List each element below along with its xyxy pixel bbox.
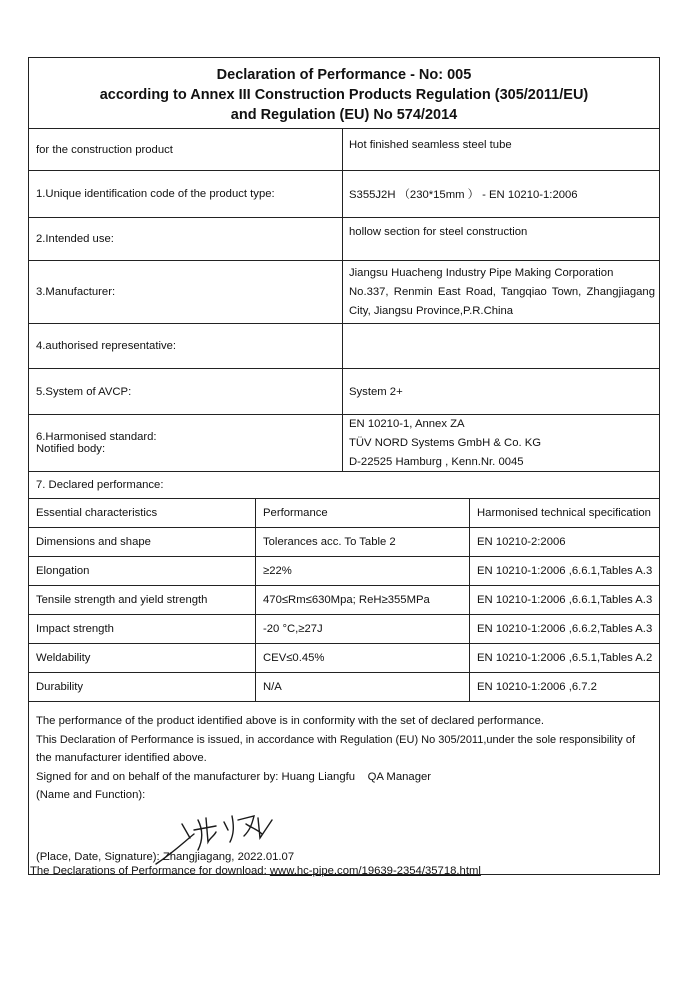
manufacturer-label: 3.Manufacturer: <box>29 261 343 323</box>
declaration-footer <box>29 702 659 874</box>
representative-value <box>343 324 659 368</box>
standard-value <box>343 415 659 471</box>
download-link[interactable]: www.hc-pipe.com/19639-2354/35718.html <box>269 865 481 877</box>
specification-cell: EN 10210-1:2006 ,6.5.1,Tables A.2 <box>477 652 653 664</box>
place-date-signature: (Place, Date, Signature): Zhangjiagang, 2022.01.07 <box>36 851 295 863</box>
representative-row <box>29 324 659 369</box>
performance-header-row <box>29 499 659 528</box>
table-row <box>29 557 659 586</box>
manufacturer-line-2: No.337, Renmin East Road, Tangqiao Town, Zhangjiagang <box>349 285 655 298</box>
intended-use-row <box>29 218 659 261</box>
table-row <box>29 673 659 702</box>
header-specification: Harmonised technical specification <box>477 507 651 519</box>
characteristic-cell: Dimensions and shape <box>29 528 256 556</box>
characteristic-cell: Elongation <box>29 557 256 585</box>
standard-line-3: D-22525 Hamburg , Kenn.Nr. 0045 <box>349 455 524 468</box>
specification-cell: EN 10210-1:2006 ,6.6.1,Tables A.3 <box>477 565 653 577</box>
harmonised-standard-label: 6.Harmonised standard: <box>36 431 157 443</box>
specification-cell: EN 10210-1:2006 ,6.7.2 <box>477 681 597 693</box>
performance-cell: 470≤Rm≤630Mpa; ReH≥355MPa <box>256 586 470 614</box>
specification-cell: EN 10210-1:2006 ,6.6.2,Tables A.3 <box>477 623 653 635</box>
avcp-row <box>29 369 659 415</box>
performance-cell: ≥22% <box>256 557 470 585</box>
manufacturer-row <box>29 261 659 324</box>
table-row <box>29 644 659 673</box>
manufacturer-line-1: Jiangsu Huacheng Industry Pipe Making Corporation <box>349 266 614 279</box>
specification-cell: EN 10210-2:2006 <box>477 536 566 548</box>
notified-body-label: Notified body: <box>36 443 106 455</box>
product-row <box>29 129 659 171</box>
standard-line-1: EN 10210-1, Annex ZA <box>349 417 465 430</box>
conformity-statement: The performance of the product identified above is in conformity with the set of declared performance. <box>36 715 545 727</box>
characteristic-cell: Weldability <box>29 644 256 672</box>
uid-value: S355J2H （230*15mm ） - EN 10210-1:2006 <box>349 189 578 201</box>
title-line-3: and Regulation (EU) No 574/2014 <box>230 107 458 123</box>
product-value: Hot finished seamless steel tube <box>349 139 512 151</box>
manufacturer-value <box>343 261 659 323</box>
specification-cell: EN 10210-1:2006 ,6.6.1,Tables A.3 <box>477 594 653 606</box>
performance-cell: -20 °C,≥27J <box>256 615 470 643</box>
manufacturer-line-3: City, Jiangsu Province,P.R.China <box>349 304 514 317</box>
standard-line-2: TÜV NORD Systems GmbH & Co. KG <box>349 436 542 449</box>
performance-cell: N/A <box>256 673 470 701</box>
standard-label <box>29 415 343 471</box>
title-line-1: Declaration of Performance - No: 005 <box>216 67 472 83</box>
uid-row <box>29 171 659 218</box>
download-note <box>30 865 481 877</box>
name-and-function: (Name and Function): <box>36 789 146 801</box>
performance-cell: Tolerances acc. To Table 2 <box>256 528 470 556</box>
issued-statement-line-2: the manufacturer identified above. <box>36 752 207 764</box>
characteristic-cell: Durability <box>29 673 256 701</box>
declaration-document <box>28 57 660 875</box>
table-row <box>29 528 659 557</box>
issued-statement-line-1: This Declaration of Performance is issued, in accordance with Regulation (EU) No 305/2011,under the sole responsibility of <box>36 733 635 746</box>
standard-row <box>29 415 659 472</box>
declared-performance-label: 7. Declared performance: <box>29 472 659 499</box>
header-characteristics: Essential characteristics <box>29 499 256 527</box>
representative-label: 4.authorised representative: <box>29 324 343 368</box>
performance-cell: CEV≤0.45% <box>256 644 470 672</box>
signed-by: Signed for and on behalf of the manufacturer by: Huang Liangfu QA Manager <box>36 770 432 783</box>
table-row <box>29 586 659 615</box>
intended-use-value: hollow section for steel construction <box>349 226 528 238</box>
avcp-value: System 2+ <box>349 385 403 398</box>
title-line-2: according to Annex III Construction Products Regulation (305/2011/EU) <box>99 87 589 103</box>
characteristic-cell: Tensile strength and yield strength <box>29 586 256 614</box>
intended-use-label: 2.Intended use: <box>29 218 343 260</box>
table-row <box>29 615 659 644</box>
download-label: The Declarations of Performance for download: <box>30 865 270 877</box>
characteristic-cell: Impact strength <box>29 615 256 643</box>
product-label: for the construction product <box>29 129 343 170</box>
document-title <box>29 58 659 129</box>
avcp-label: 5.System of AVCP: <box>29 369 343 414</box>
uid-label: 1.Unique identification code of the product type: <box>29 171 343 217</box>
header-performance: Performance <box>256 499 470 527</box>
